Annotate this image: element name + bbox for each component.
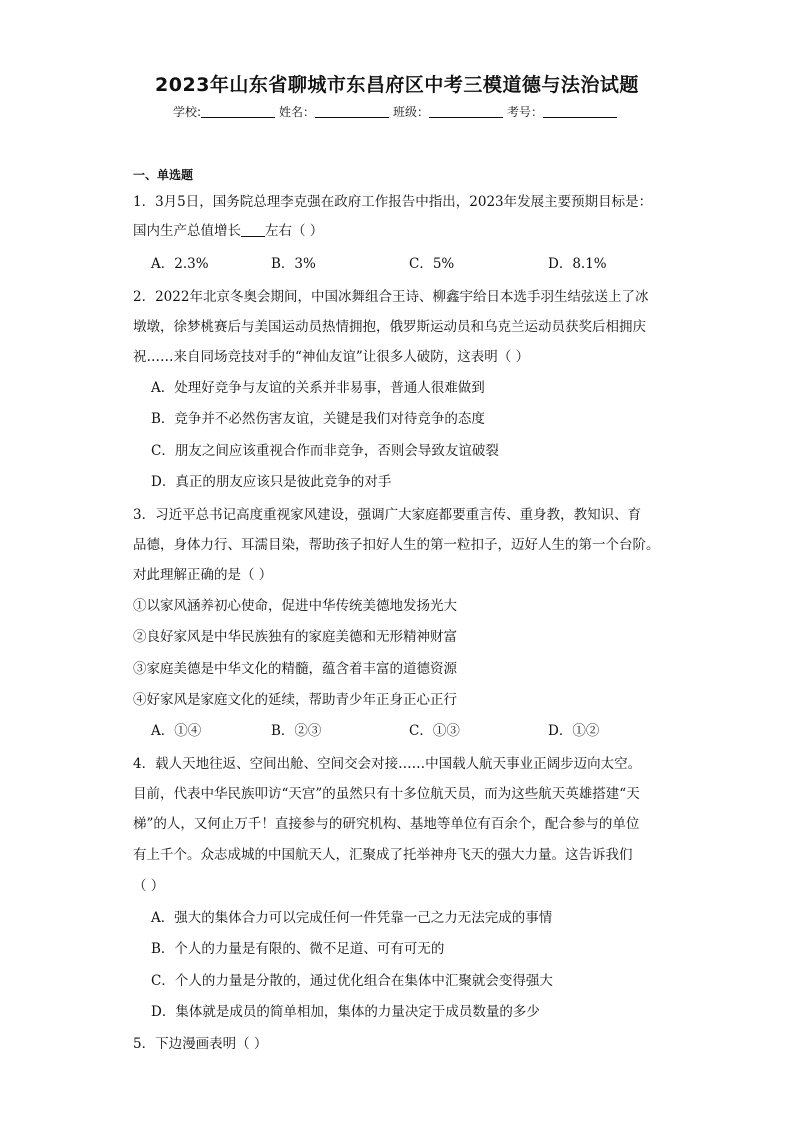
page-title: 2023年山东省聊城市东昌府区中考三模道德与法治试题 [155, 74, 639, 96]
q4-stem-line-4: 有上千个。众志成城的中国航天人，汇聚成了托举神舟飞天的强大力量。这告诉我们 [133, 847, 633, 863]
q1-option-b[interactable]: B．3% [271, 256, 316, 272]
q3-option-d[interactable]: D．①② [548, 723, 600, 739]
q4-stem-line-5: （ ） [133, 878, 165, 894]
q2-option-d[interactable]: D．真正的朋友应该只是彼此竞争的对手 [151, 474, 392, 490]
q1-stem-line-1: 1．3月5日，国务院总理李克强在政府工作报告中指出，2023年发展主要预期目标是： [133, 194, 653, 210]
student-info-line [0, 103, 794, 120]
q1-option-c[interactable]: C．5% [409, 256, 455, 272]
q2-option-c[interactable]: C．朋友之间应该重视合作而非竞争，否则会导致友谊破裂 [151, 443, 499, 459]
q1-answer-blank [241, 222, 265, 237]
q5-stem-line-1: 5．下边漫画表明（ ） [133, 1036, 268, 1052]
q4-stem-line-2: 目前，代表中华民族叩访“天宫”的虽然只有十多位航天员，而为这些航天英雄搭建“天 [133, 786, 640, 802]
q3-item-2: ②良好家风是中华民族独有的家庭美德和无形精神财富 [133, 629, 457, 645]
q1-stem-pre: 国内生产总值增长 [133, 223, 241, 239]
school-blank[interactable] [201, 105, 275, 118]
q1-option-a[interactable]: A．2.3% [151, 256, 209, 272]
class-label: 班级： [393, 105, 430, 119]
q2-stem-line-1: 2．2022年北京冬奥会期间，中国冰舞组合王诗、柳鑫宇给日本选手羽生结弦送上了冰 [133, 289, 649, 305]
q3-stem-line-3: 对此理解正确的是（ ） [133, 567, 273, 583]
q4-option-b[interactable]: B．个人的力量是有限的、微不足道、可有可无的 [151, 941, 445, 957]
q3-item-1: ①以家风涵养初心使命，促进中华传统美德地发扬光大 [133, 598, 457, 614]
number-blank[interactable] [543, 105, 617, 118]
q3-option-b[interactable]: B．②③ [271, 723, 322, 739]
q3-option-a[interactable]: A．①④ [151, 723, 202, 739]
q2-option-b[interactable]: B．竞争并不必然伤害友谊，关键是我们对待竞争的态度 [151, 411, 485, 427]
q3-stem-line-2: 品德，身体力行、耳濡目染，帮助孩子扣好人生的第一粒扣子，迈好人生的第一个台阶。 [133, 537, 660, 553]
q4-option-d[interactable]: D．集体就是成员的简单相加，集体的力量决定于成员数量的多少 [151, 1004, 540, 1020]
q4-stem-line-1: 4．载人天地往返、空间出舱、空间交会对接……中国载人航天事业正阔步迈向太空。 [133, 756, 642, 772]
q4-stem-line-3: 梯”的人，又何止万千！直接参与的研究机构、基地等单位有百余个，配合参与的单位 [133, 816, 640, 832]
q3-item-3: ③家庭美德是中华文化的精髓，蕴含着丰富的道德资源 [133, 661, 457, 677]
section-title: 一、单选题 [133, 168, 194, 182]
class-blank[interactable] [429, 105, 503, 118]
q2-stem-line-3: 祝……来自同场竞技对手的“神仙友谊”让很多人破防，这表明（ ） [133, 349, 530, 365]
q2-stem-line-2: 墩墩，徐梦桃赛后与美国运动员热情拥抱，俄罗斯运动员和乌克兰运动员获奖后相拥庆 [133, 319, 646, 335]
q1-stem-line-2 [133, 222, 323, 240]
school-label: 学校: [172, 105, 201, 119]
q2-option-a[interactable]: A．处理好竞争与友谊的关系并非易事，普通人很难做到 [151, 380, 485, 396]
q1-stem-post: 左右（ ） [265, 223, 324, 239]
q3-stem-line-1: 3．习近平总书记高度重视家风建设，强调广大家庭都要重言传、重身教，教知识、育 [133, 507, 642, 523]
q4-option-a[interactable]: A．强大的集体合力可以完成任何一件凭靠一己之力无法完成的事情 [151, 910, 553, 926]
name-blank[interactable] [315, 105, 389, 118]
q1-option-d[interactable]: D．8.1% [548, 256, 607, 272]
q3-option-c[interactable]: C．①③ [409, 723, 460, 739]
q4-option-c[interactable]: C．个人的力量是分散的，通过优化组合在集体中汇聚就会变得强大 [151, 973, 553, 989]
q3-item-4: ④好家风是家庭文化的延续，帮助青少年正身正心正行 [133, 692, 457, 708]
name-label: 姓名： [279, 105, 316, 119]
number-label: 考号： [507, 105, 544, 119]
